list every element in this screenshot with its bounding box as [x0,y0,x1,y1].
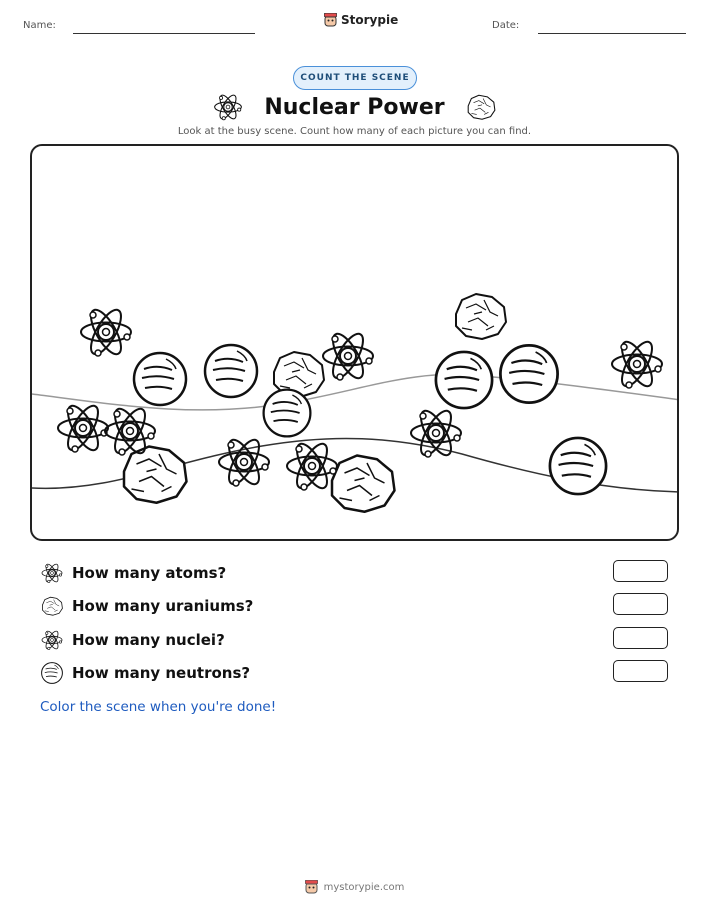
atom-icon [219,436,269,489]
atom-icon [212,92,244,122]
name-label: Name: [23,20,56,31]
answer-box-atoms[interactable] [613,560,668,582]
atom-icon [40,561,64,585]
atom-icon [81,306,131,359]
date-field-line[interactable] [538,33,686,34]
atom-icon [323,330,373,383]
storypie-logo-icon [324,13,337,27]
atom-icon [287,440,337,493]
question-text: How many atoms? [72,564,227,582]
brand-name: Storypie [341,13,399,27]
date-label: Date: [492,20,520,31]
question-text: How many uraniums? [72,597,254,615]
brand-logo [324,13,398,27]
name-field-line[interactable] [73,33,255,34]
neutron-icon [436,352,492,408]
count-the-scene-badge: COUNT THE SCENE [293,66,417,90]
question-atoms [40,560,226,586]
atom-icon [612,338,662,391]
atom-icon [58,402,108,455]
uranium-rock-icon [456,294,506,339]
uranium-rock-icon [40,594,64,618]
neutron-icon [550,438,606,494]
footer-site[interactable]: mystorypie.com [323,881,405,893]
answer-box-uraniums[interactable] [613,593,668,615]
footer [0,880,709,894]
question-text: How many nuclei? [72,631,225,649]
question-neutrons [40,660,250,686]
storypie-logo-icon [305,880,318,894]
neutron-icon [264,390,311,437]
neutron-icon [500,345,557,402]
answer-box-neutrons[interactable] [613,660,668,682]
answer-box-nuclei[interactable] [613,627,668,649]
uranium-rock-icon [332,456,395,512]
closing-note: Color the scene when you're done! [40,699,277,715]
scene-illustration [32,146,679,541]
neutron-icon [134,353,186,405]
instructions: Look at the busy scene. Count how many of each picture you can find. [177,126,532,137]
question-text: How many neutrons? [72,664,251,682]
uranium-rock-icon [465,92,497,122]
title-row [0,90,709,124]
question-uraniums [40,593,253,619]
nucleus-icon [40,628,64,652]
question-nuclei [40,627,225,653]
worksheet-title: Nuclear Power [264,94,445,120]
neutron-icon [205,345,257,397]
uranium-rock-icon [124,447,187,503]
neutron-icon [40,661,64,685]
busy-scene [30,144,679,541]
